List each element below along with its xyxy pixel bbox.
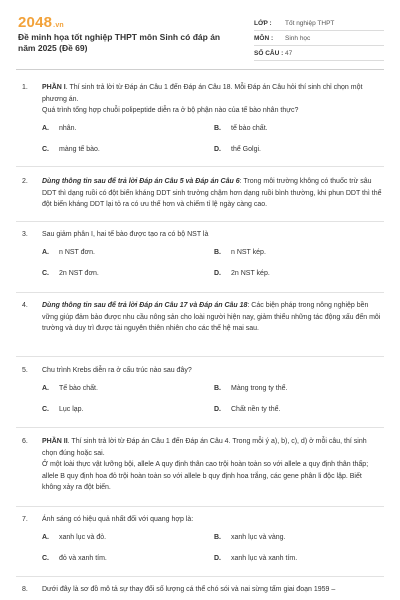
question-5 — [22, 365, 382, 416]
question-divider — [16, 356, 384, 357]
meta-key: SỐ CÂU : — [254, 49, 284, 57]
question-number: 2. — [22, 178, 28, 185]
question-3 — [22, 229, 382, 280]
option-text: 2n NST đơn. — [59, 270, 99, 277]
option-grid — [42, 532, 382, 565]
option-label: D. — [214, 270, 221, 277]
document-title: Đề minh họa tốt nghiệp THPT môn Sinh có đáp án năm 2025 (Đề 69) — [18, 32, 221, 53]
option-text: xanh lục và xanh tím. — [231, 555, 298, 562]
question-number: 8. — [22, 586, 28, 593]
question-number: 4. — [22, 302, 28, 309]
option-text: xanh lục và đỏ. — [59, 533, 107, 541]
option-label: C. — [42, 555, 49, 562]
option-grid — [42, 247, 382, 280]
question-text — [42, 82, 382, 117]
question-text — [42, 436, 382, 494]
meta-key: LỚP : — [254, 19, 272, 27]
question-8 — [22, 584, 382, 596]
question-6 — [22, 436, 382, 494]
option-c[interactable] — [42, 144, 214, 156]
option-text: đỏ và xanh tím. — [59, 555, 107, 562]
question-instruction: : Trong môi trường không có thuốc trừ sâu DDT thì dạng ruồi có đột biến kháng DDT sinh trưởng chậm hơn dạng ruồi bình thường, khi phun DDT thì thể đột biến kháng DDT lại tỏ ra có ưu thế hơn và chiếm tỉ lệ ngày càng cao. — [42, 178, 382, 208]
option-a[interactable] — [42, 532, 214, 544]
option-d[interactable] — [214, 144, 384, 156]
option-label: B. — [214, 124, 221, 132]
meta-row-class — [254, 16, 384, 31]
question-number: 3. — [22, 231, 28, 238]
site-logo[interactable] — [18, 14, 64, 31]
option-label: C. — [42, 270, 49, 277]
section-lead: Dùng thông tin sau để trả lời Đáp án Câu 5 và Đáp án Câu 6 — [42, 178, 240, 185]
option-text: Lục lạp. — [59, 406, 84, 413]
option-text: Màng trong ty thể. — [231, 384, 288, 392]
option-label: B. — [214, 384, 221, 392]
question-text: Ánh sáng có hiệu quả nhất đối với quang hợp là: — [42, 516, 194, 523]
question-divider — [16, 427, 384, 428]
meta-value: Tốt nghiệp THPT — [285, 19, 335, 27]
option-d[interactable] — [214, 553, 384, 565]
option-label: D. — [214, 555, 221, 562]
question-instruction: . Thí sinh trả lời từ Đáp án Câu 1 đến Đáp án Câu 4. Trong mỗi ý a), b), c), d) ở mỗi câu, thí sinh chọn đúng hoặc sai. — [42, 438, 367, 457]
option-text: 2n NST kép. — [231, 270, 270, 277]
option-label: A. — [42, 124, 49, 132]
option-text: thể Golgi. — [231, 146, 261, 153]
option-b[interactable] — [214, 383, 384, 395]
option-text: tế bào chất. — [231, 124, 268, 132]
option-label: C. — [42, 146, 49, 153]
section-lead: PHẦN II — [42, 438, 68, 445]
option-a[interactable] — [42, 383, 214, 395]
option-a[interactable] — [42, 123, 214, 135]
option-text: màng tế bào. — [59, 146, 100, 153]
question-7 — [22, 514, 382, 565]
option-d[interactable] — [214, 268, 384, 280]
question-number: 5. — [22, 367, 28, 374]
option-c[interactable] — [42, 553, 214, 565]
option-label: A. — [42, 533, 49, 541]
option-d[interactable] — [214, 404, 384, 416]
option-label: B. — [214, 533, 221, 541]
option-grid — [42, 123, 382, 156]
question-number: 1. — [22, 84, 28, 91]
header-divider — [16, 69, 384, 70]
question-instruction: : Các biện pháp trong nông nghiệp bền vững giúp đảm bảo được nhu cầu nông sản cho loài người hiện nay, giảm thiểu những tác động xấu đến môi trường và duy trì được tài nguyên thiên nhiên cho các thế hệ mai sau. — [42, 302, 381, 332]
option-label: D. — [214, 146, 221, 153]
option-grid — [42, 383, 382, 416]
option-label: A. — [42, 248, 49, 256]
document-header — [18, 14, 384, 64]
question-divider — [16, 576, 384, 577]
option-text: xanh lục và vàng. — [231, 533, 286, 541]
section-lead: PHẦN I — [42, 84, 66, 91]
question-number: 6. — [22, 438, 28, 445]
question-text — [42, 176, 382, 211]
question-1 — [22, 82, 382, 156]
option-label: A. — [42, 384, 49, 392]
question-prompt: Quá trình tổng hợp chuỗi polipeptide diễn ra ở bộ phận nào của tế bào nhân thực? — [42, 107, 299, 114]
option-text: nhân. — [59, 124, 77, 132]
question-4 — [22, 300, 382, 335]
question-divider — [16, 166, 384, 167]
question-instruction: . Thí sinh trả lời từ Đáp án Câu 1 đến Đáp án Câu 18. Mỗi Đáp án Câu hỏi thí sinh chỉ chọn một phương án. — [42, 84, 363, 103]
option-b[interactable] — [214, 123, 384, 135]
option-a[interactable] — [42, 247, 214, 259]
option-label: D. — [214, 406, 221, 413]
meta-value: 47 — [285, 49, 293, 57]
question-divider — [16, 292, 384, 293]
logo-suffix: .vn — [53, 22, 64, 29]
question-text: Chu trình Krebs diễn ra ở cấu trúc nào sau đây? — [42, 367, 192, 374]
question-2 — [22, 176, 382, 211]
question-text: Dưới đây là sơ đồ mô tả sự thay đổi số lượng cá thể chó sói và nai sừng tấm giai đoạn 1959 – — [42, 586, 336, 593]
meta-value: Sinh học — [285, 34, 311, 42]
option-c[interactable] — [42, 404, 214, 416]
question-divider — [16, 506, 384, 507]
meta-table — [254, 16, 384, 61]
meta-row-subject — [254, 31, 384, 46]
meta-key: MÔN : — [254, 34, 274, 42]
question-text: Sau giảm phân I, hai tế bào được tạo ra có bộ NST là — [42, 231, 209, 238]
section-lead: Dùng thông tin sau để trả lời Đáp án Câu 17 và Đáp án Câu 18 — [42, 302, 248, 309]
question-number: 7. — [22, 516, 28, 523]
meta-row-count — [254, 46, 384, 61]
logo-text: 2048 — [18, 14, 53, 31]
option-b[interactable] — [214, 532, 384, 544]
option-text: Tế bào chất. — [59, 384, 98, 392]
option-text: n NST kép. — [231, 248, 266, 256]
option-c[interactable] — [42, 268, 214, 280]
question-divider — [16, 221, 384, 222]
option-text: n NST đơn. — [59, 248, 95, 256]
option-b[interactable] — [214, 247, 384, 259]
question-text — [42, 300, 382, 335]
option-text: Chất nền ty thể. — [231, 406, 281, 413]
option-label: B. — [214, 248, 221, 256]
option-label: C. — [42, 406, 49, 413]
question-prompt: Ở một loài thực vật lưỡng bội, allele A quy định thân cao trội hoàn toàn so với allele a quy định thân thấp; allele B quy định hoa đỏ trội hoàn toàn so với allele b quy định hoa trắng, các gene phân li độc lập. Biết không xảy ra đột biến. — [42, 461, 369, 491]
